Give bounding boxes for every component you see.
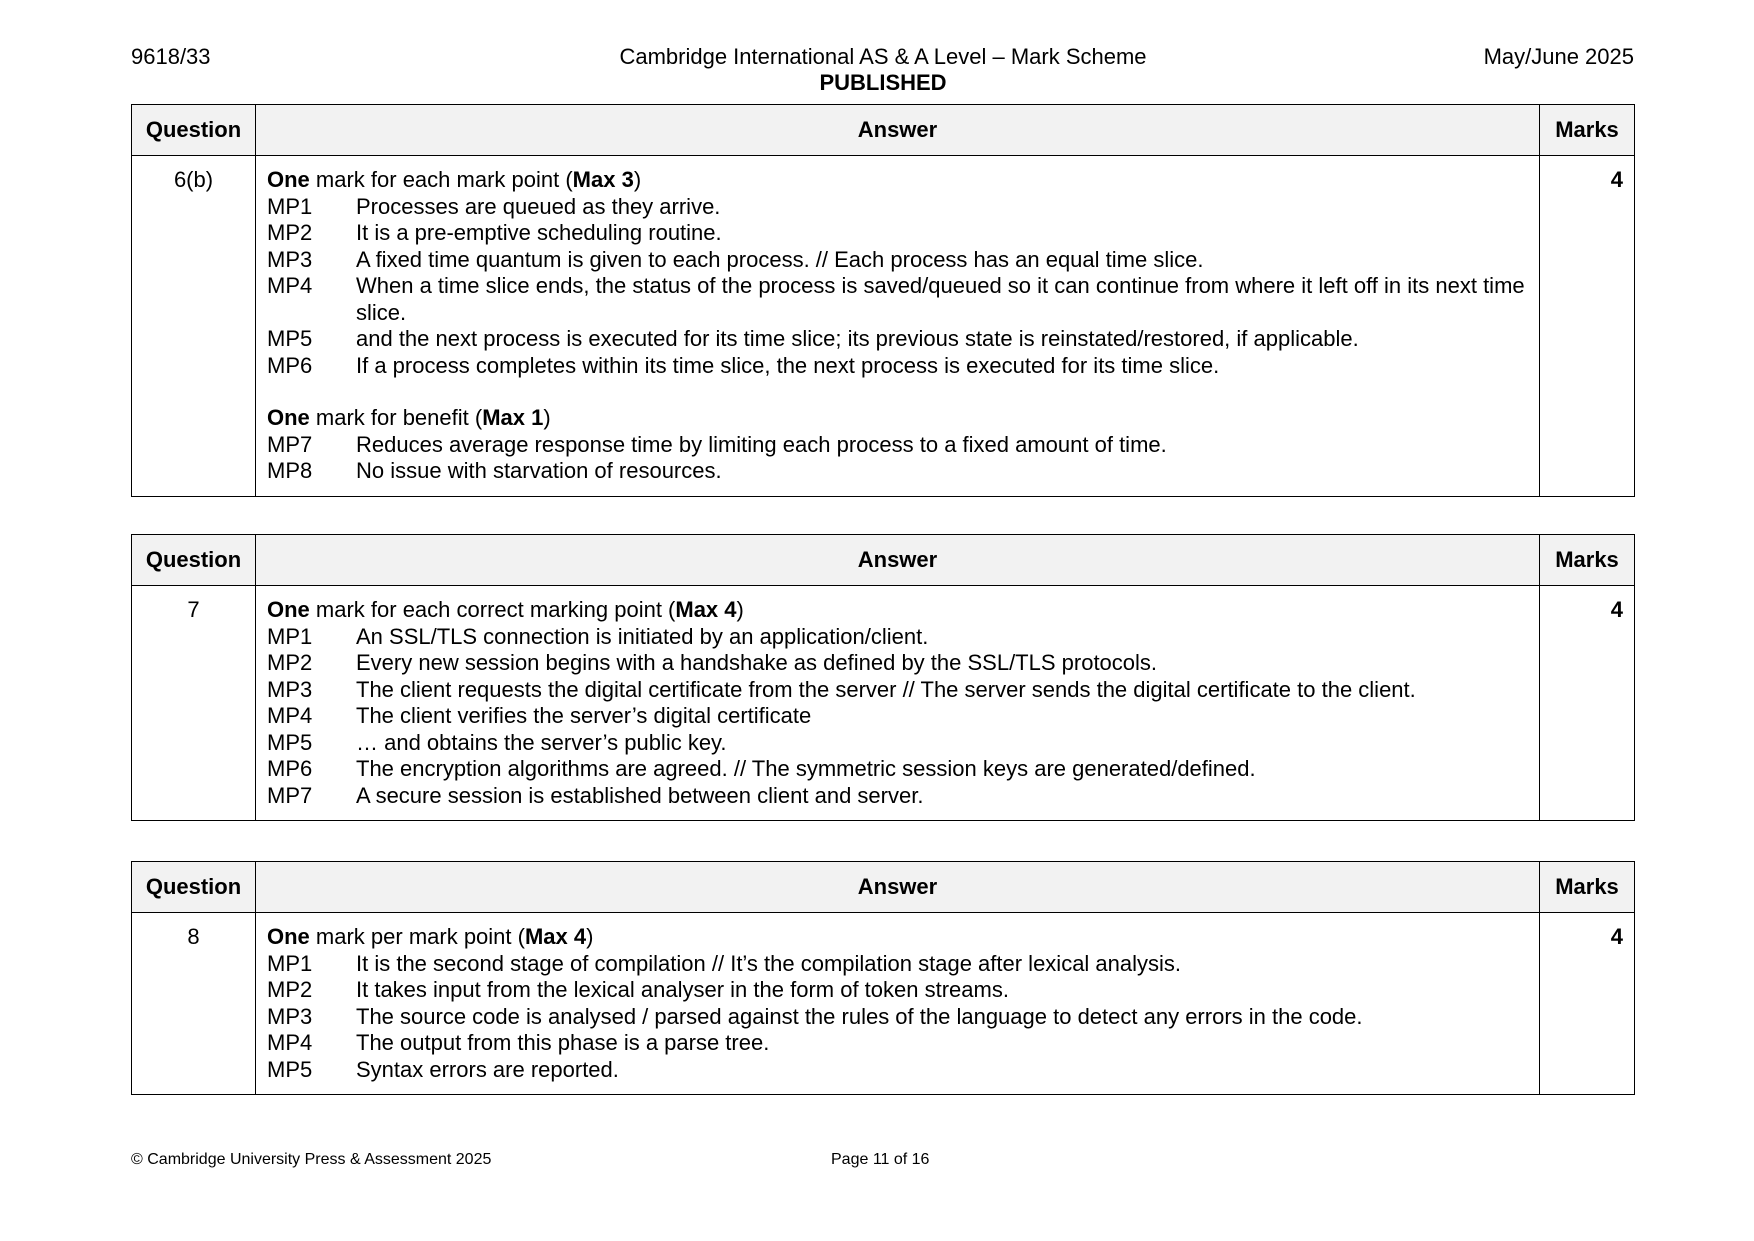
marks-value: 4 [1540, 913, 1635, 1095]
table-header-row [132, 535, 1635, 586]
marks-header: Marks [1540, 862, 1635, 913]
mark-point: MP1 Processes are queued as they arrive. [267, 193, 721, 219]
answer-cell [256, 913, 1540, 1095]
copyright-notice: © Cambridge University Press & Assessment 2025 [131, 1151, 492, 1168]
mark-point: MP2 It takes input from the lexical analyser in the form of token streams. [267, 977, 1009, 1002]
mark-scheme-table-7 [131, 534, 1635, 821]
answer-cell [256, 586, 1540, 821]
question-number: 8 [132, 913, 256, 1095]
mark-point: MP5 and the next process is executed for its time slice; its previous state is reinstated/restored, if applicable. [267, 326, 1359, 351]
document-title: Cambridge International AS & A Level – Mark Scheme [619, 44, 1147, 69]
table-header-row [132, 862, 1635, 913]
mark-scheme-table-6b [131, 104, 1635, 497]
table-row [132, 156, 1635, 497]
mark-point: MP3 The client requests the digital certificate from the server // The server sends the digital certificate to the client. [267, 676, 1416, 702]
mark-point: MP1 An SSL/TLS connection is initiated by an application/client. [267, 623, 929, 649]
mark-point: MP8 No issue with starvation of resources. [267, 458, 722, 483]
mark-point: MP5 … and obtains the server’s public key. [267, 729, 727, 755]
mark-point: MP7 A secure session is established between client and server. [267, 782, 924, 808]
mark-point: MP2 It is a pre-emptive scheduling routine. [267, 220, 722, 245]
published-label: PUBLISHED [819, 70, 947, 95]
question-number: 6(b) [132, 156, 256, 497]
mark-point: MP1 It is the second stage of compilation // It’s the compilation stage after lexical analysis. [267, 950, 1182, 976]
marks-header: Marks [1540, 105, 1635, 156]
mark-point: MP6 The encryption algorithms are agreed. // The symmetric session keys are generated/defined. [267, 756, 1256, 781]
page-number: Page 11 of 16 [831, 1151, 930, 1168]
marks-value: 4 [1540, 586, 1635, 821]
answer-cell [256, 156, 1540, 497]
question-number: 7 [132, 586, 256, 821]
marking-instruction: One mark for each mark point (Max 3) [267, 167, 642, 192]
mark-point: MP4 When a time slice ends, the status of the process is saved/queued so it can continue from where it left off in its next time slice. [267, 273, 1525, 325]
exam-session: May/June 2025 [1483, 44, 1634, 69]
marking-instruction: One mark for benefit (Max 1) [267, 405, 551, 430]
marking-instruction: One mark for each correct marking point (Max 4) [267, 597, 744, 622]
mark-point: MP2 Every new session begins with a handshake as defined by the SSL/TLS protocols. [267, 650, 1158, 675]
marks-value: 4 [1540, 156, 1635, 497]
question-header: Question [132, 105, 256, 156]
mark-point: MP7 Reduces average response time by limiting each process to a fixed amount of time. [267, 431, 1167, 457]
mark-point: MP4 The output from this phase is a parse tree. [267, 1030, 770, 1055]
marks-header: Marks [1540, 535, 1635, 586]
mark-point: MP3 The source code is analysed / parsed against the rules of the language to detect any errors in the code. [267, 1003, 1363, 1029]
mark-scheme-table-8 [131, 861, 1635, 1095]
mark-point: MP5 Syntax errors are reported. [267, 1056, 619, 1082]
answer-header: Answer [256, 535, 1540, 586]
marking-instruction: One mark per mark point (Max 4) [267, 924, 594, 949]
mark-point: MP4 The client verifies the server’s digital certificate [267, 703, 812, 728]
answer-header: Answer [256, 862, 1540, 913]
mark-point: MP6 If a process completes within its time slice, the next process is executed for its time slice. [267, 352, 1220, 378]
answer-header: Answer [256, 105, 1540, 156]
question-header: Question [132, 862, 256, 913]
table-header-row [132, 105, 1635, 156]
question-header: Question [132, 535, 256, 586]
document-code: 9618/33 [131, 44, 211, 69]
mark-point: MP3 A fixed time quantum is given to each process. // Each process has an equal time slice. [267, 246, 1204, 272]
table-row [132, 586, 1635, 821]
table-row [132, 913, 1635, 1095]
